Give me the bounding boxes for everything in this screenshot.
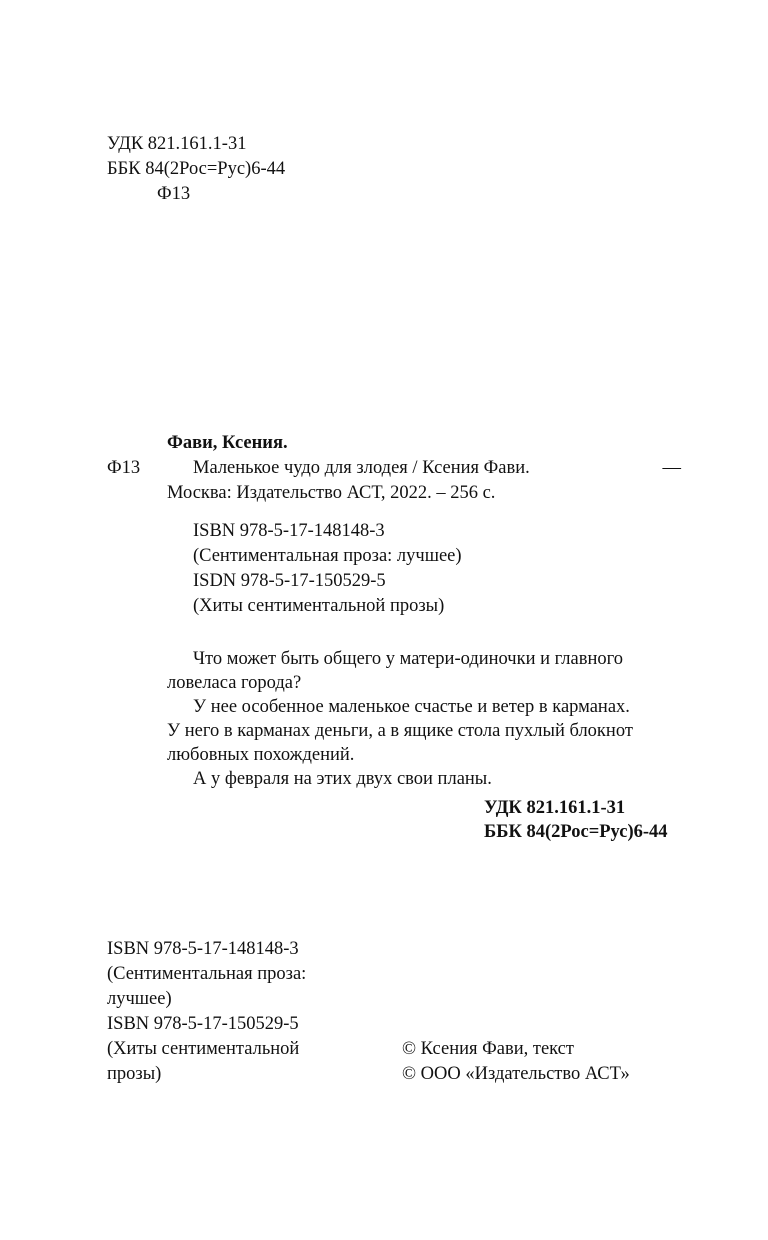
- bottom-isbn-line: прозы): [107, 1064, 162, 1084]
- bottom-udk-code: УДК 821.161.1-31: [484, 798, 626, 818]
- imprint: Москва: Издательство АСТ, 2022. – 256 с.: [167, 483, 496, 503]
- annotation-line: А у февраля на этих двух свои планы.: [193, 769, 492, 789]
- bottom-isbn-line: лучшее): [107, 989, 172, 1009]
- annotation-line: любовных похождений.: [167, 745, 355, 765]
- copyright-author: © Ксения Фави, текст: [402, 1039, 574, 1059]
- copyright-publisher: © ООО «Издательство АСТ»: [402, 1064, 630, 1084]
- author-heading: Фави, Ксения.: [167, 433, 288, 453]
- series-line: (Сентиментальная проза: лучшее): [193, 546, 462, 566]
- bottom-isbn-line: ISBN 978-5-17-150529-5: [107, 1014, 299, 1034]
- annotation-line: У нее особенное маленькое счастье и ветер в карманах.: [193, 697, 630, 717]
- bottom-isbn-line: (Сентиментальная проза:: [107, 964, 307, 984]
- bottom-isbn-line: (Хиты сентиментальной: [107, 1039, 300, 1059]
- annotation-line: ловеласа города?: [167, 673, 302, 693]
- annotation-line: [193, 648, 681, 670]
- series-line: (Хиты сентиментальной прозы): [193, 596, 445, 616]
- title-line: [193, 457, 681, 479]
- author-sign: Ф13: [157, 184, 191, 204]
- catalog-author-sign: Ф13: [107, 458, 141, 478]
- annotation-text: Что может быть общего у матери-одиночки и главного: [193, 649, 623, 669]
- isbn-line: ISBN 978-5-17-148148-3: [193, 521, 385, 541]
- isbn-line: ISDN 978-5-17-150529-5: [193, 571, 386, 591]
- book-title: Маленькое чудо для злодея / Ксения Фави.: [193, 458, 530, 478]
- bottom-isbn-line: ISBN 978-5-17-148148-3: [107, 939, 299, 959]
- bottom-bbk-code: ББК 84(2Рос=Рус)6-44: [484, 822, 668, 842]
- title-dash: —: [662, 458, 681, 478]
- udk-code: УДК 821.161.1-31: [107, 134, 247, 154]
- annotation-line: У него в карманах деньги, а в ящике стола пухлый блокнот: [167, 721, 633, 741]
- bbk-code: ББК 84(2Рос=Рус)6-44: [107, 159, 286, 179]
